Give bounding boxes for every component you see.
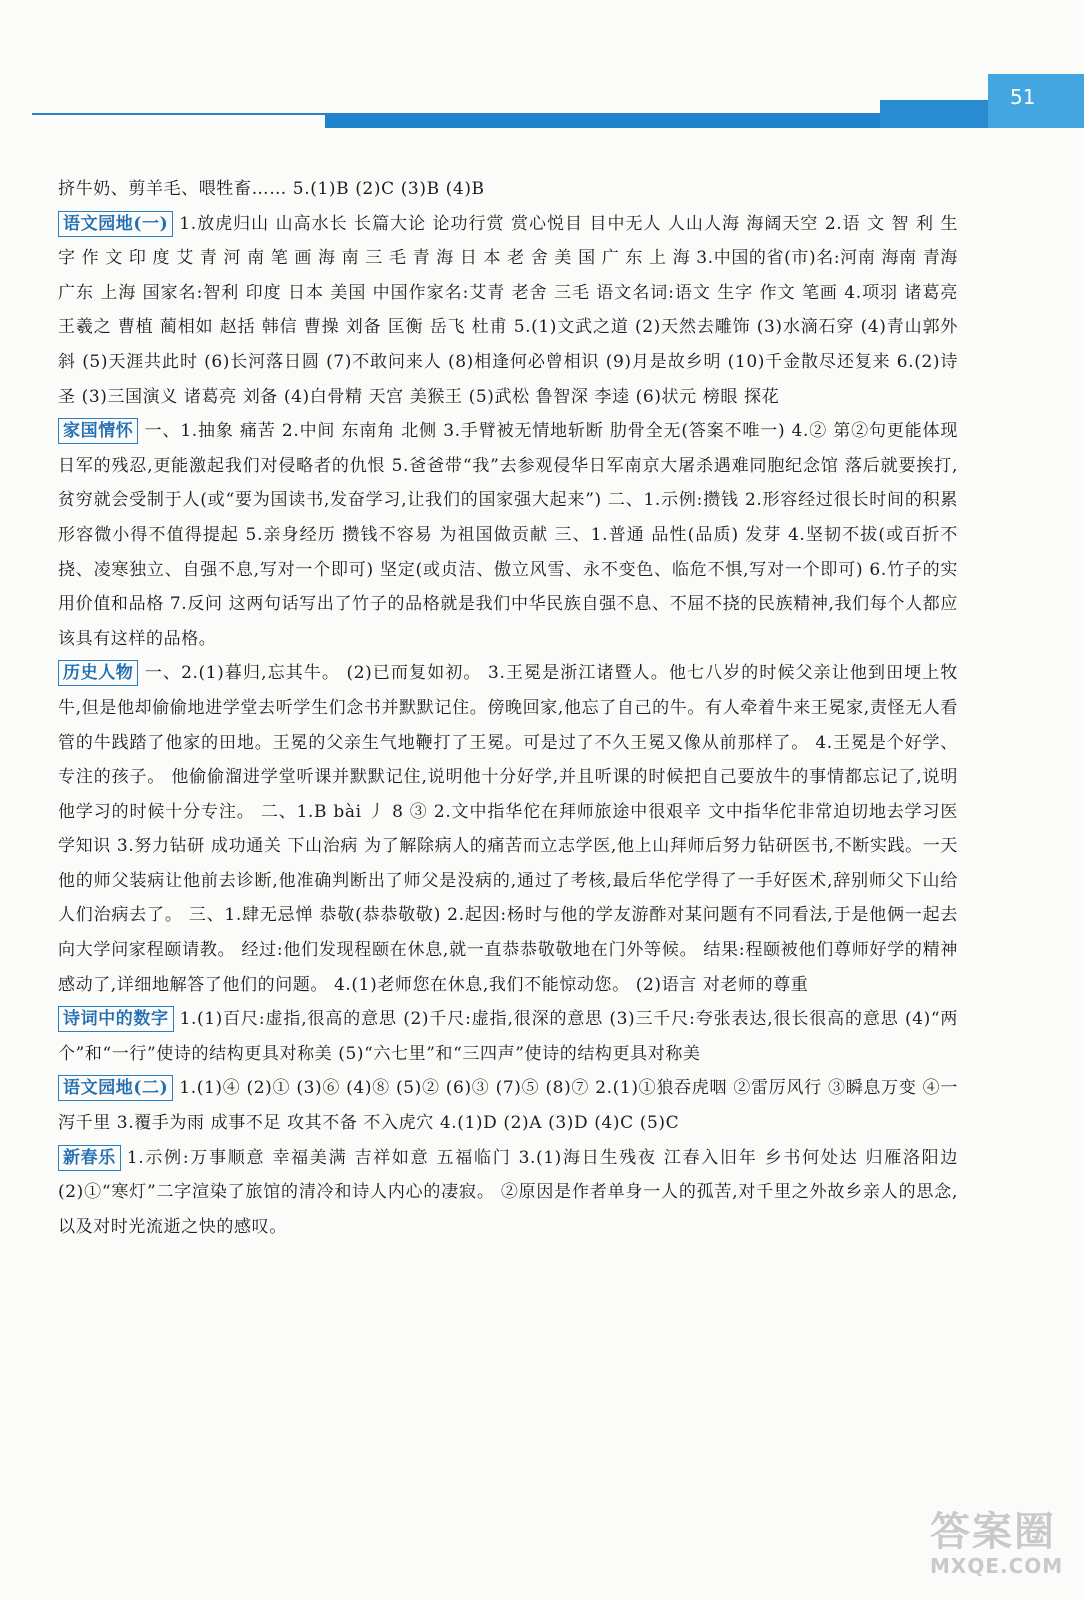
- section-text: 一、2.(1)暮归,忘其牛。 (2)已而复如初。 3.王冕是浙江诸暨人。他七八岁的时候父亲让他到田埂上牧牛,但是他却偷偷地进学堂去听学生们念书并默默记住。傍晚回家,他忘了自己的牛。有人牵着牛来王冕家,责怪无人看管的牛践踏了他家的田地。王冕的父亲生气地鞭打了王冕。可是过了不久王冕又像从前那样了。 4.王冕是个好学、专注的孩子。 他偷偷溜进学堂听课并默默记住,说明他十分好学,并且听课的时候把自己要放牛的事情都忘记了,说明他学习的时候十分专注。 二、1.B bài 丿 8 ③ 2.文中指华佗在拜师旅途中很艰辛 文中指华佗非常迫切地去学习医学知识 3.努力钻研 成功通关 下山治病 为了解除病人的痛苦而立志学医,他上山拜师后努力钻研医书,不断实践。一天他的师父装病让他前去诊断,他准确判断出了师父是没病的,通过了考核,最后华佗学得了一手好医术,辞别师父下山给人们治病去了。 三、1.肆无忌惮 恭敬(恭恭敬敬) 2.起因:杨时与他的学友游酢对某问题有不同看法,于是他俩一起去向大学问家程颐请教。 经过:他们发现程颐在休息,就一直恭恭敬敬地在门外等候。 结果:程颐被他们尊师好学的精神感动了,详细地解答了他们的问题。 4.(1)老师您在休息,我们不能惊动您。 (2)语言 对老师的尊重: [58, 663, 958, 995]
- section-xinchun-le: [58, 1141, 958, 1245]
- header-block: [880, 100, 988, 128]
- section-yuwen-yuandi-2: [58, 1071, 958, 1140]
- answer-content: [58, 172, 958, 1244]
- section-tag: 家国情怀: [58, 418, 138, 444]
- page-number: 51: [1010, 85, 1036, 109]
- page-number-box: [988, 74, 1084, 128]
- section-tag: 语文园地(一): [58, 211, 173, 237]
- section-yuwen-yuandi-1: [58, 207, 958, 415]
- watermark-url: MXQE.COM: [930, 1554, 1064, 1578]
- intro-line: 挤牛奶、剪羊毛、喂牲畜…… 5.(1)B (2)C (3)B (4)B: [58, 179, 485, 199]
- section-text: 一、1.抽象 痛苦 2.中间 东南角 北侧 3.手臂被无情地斩断 肋骨全无(答案不唯一) 4.② 第②句更能体现日军的残忍,更能激起我们对侵略者的仇恨 5.爸爸带“我”去参观侵华日军南京大屠杀遇难同胞纪念馆 落后就要挨打,贫穷就会受制于人(或“要为国读书,发奋学习,让我们的国家强大起来”) 二、1.示例:攒钱 2.形容经过很长时间的积累 形容微小得不值得提起 5.亲身经历 攒钱不容易 为祖国做贡献 三、1.普通 品性(品质) 发芽 4.坚韧不拔(或百折不挠、凌寒独立、自强不息,写对一个即可) 坚定(或贞洁、傲立风雪、永不变色、临危不惧,写对一个即可) 6.竹子的实用价值和品格 7.反问 这两句话写出了竹子的品格就是我们中华民族自强不息、不屈不挠的民族精神,我们每个人都应该具有这样的品格。: [58, 421, 958, 649]
- section-tag: 新春乐: [58, 1145, 121, 1171]
- section-text: 1.示例:万事顺意 幸福美满 吉祥如意 五福临门 3.(1)海日生残夜 江春入旧年 乡书何处达 归雁洛阳边 (2)①“寒灯”二字渲染了旅馆的清冷和诗人内心的凄寂。 ②原因是作者单身一人的孤苦,对千里之外故乡亲人的思念,以及对时光流逝之快的感叹。: [58, 1147, 958, 1237]
- watermark-logo: [930, 1510, 1070, 1590]
- watermark-title: 答案圈: [930, 1509, 1056, 1555]
- section-tag: 历史人物: [58, 660, 138, 686]
- section-shici-shuzi: [58, 1002, 958, 1071]
- section-jiaguo-qinghuai: [58, 414, 958, 656]
- section-tag: 语文园地(二): [58, 1075, 173, 1101]
- section-tag: 诗词中的数字: [58, 1006, 174, 1032]
- section-text: 1.(1)百尺:虚指,很高的意思 (2)千尺:虚指,很深的意思 (3)三千尺:夸张表达,很长很高的意思 (4)“两个”和“一行”使诗的结构更具对称美 (5)“六七里”和“三四声”使诗的结构更具对称美: [58, 1009, 958, 1064]
- section-lishi-renwu: [58, 656, 958, 1002]
- section-text: 1.(1)④ (2)① (3)⑥ (4)⑧ (5)② (6)③ (7)⑤ (8)⑦ 2.(1)①狼吞虎咽 ②雷厉风行 ③瞬息万变 ④一泻千里 3.覆手为雨 成事不足 攻其不备 不入虎穴 4.(1)D (2)A (3)D (4)C (5)C: [58, 1078, 958, 1134]
- section-text: 1.放虎归山 山高水长 长篇大论 论功行赏 赏心悦目 目中无人 人山人海 海阔天空 2.语 文 智 利 生 字 作 文 印 度 艾 青 河 南 笔 画 海 南 三 毛 青 海 日 本 老 舍 美 国 广 东 上 海 3.中国的省(市)名:河南 海南 青海 广东 上海 国家名:智利 印度 日本 美国 中国作家名:艾青 老舍 三毛 语文名词:语文 生字 作文 笔画 4.项羽 诸葛亮 王羲之 曹植 蔺相如 赵括 韩信 曹操 刘备 匡衡 岳飞 杜甫 5.(1)文武之道 (2)天然去雕饰 (3)水滴石穿 (4)青山郭外斜 (5)天涯共此时 (6)长河落日圆 (7)不敢问来人 (8)相逢何必曾相识 (9)月是故乡明 (10)千金散尽还复来 6.(2)诗圣 (3)三国演义 诸葛亮 刘备 (4)白骨精 天宫 美猴王 (5)武松 鲁智深 李逵 (6)状元 榜眼 探花: [58, 213, 958, 407]
